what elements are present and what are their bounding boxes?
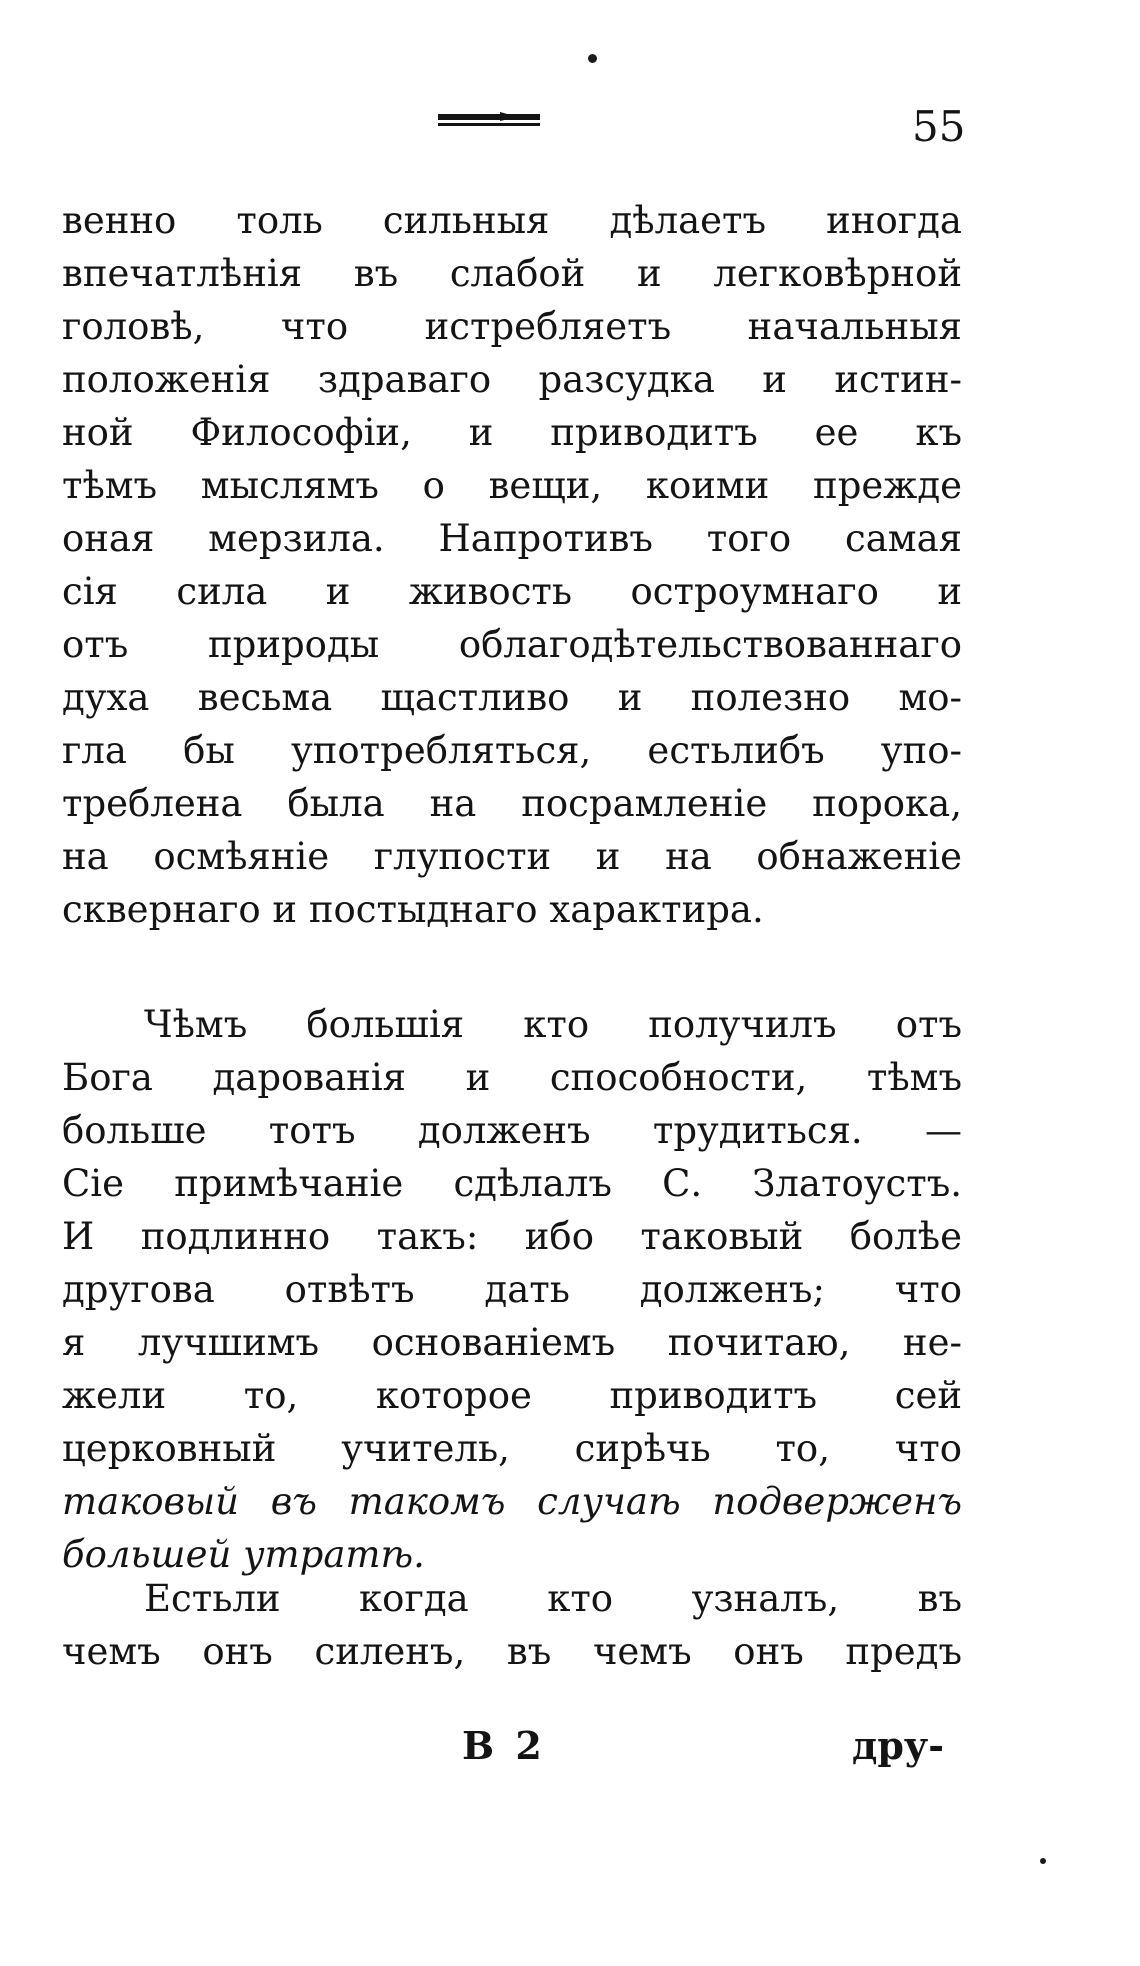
paragraph-3 [62,1572,962,1678]
text-line: сія сила и живость остроумнаго и [62,570,962,613]
text-line: таковый въ такомъ случаѣ подверженъ [62,1480,962,1523]
text-line: головѣ, что истребляетъ начальныя [62,305,962,348]
text-line: другова отвѣтъ дать долженъ; что [62,1268,962,1311]
page-footer [0,1718,1140,1778]
text-line: гла бы употребляться, естьлибъ упо- [62,729,962,772]
text-line: чемъ онъ силенъ, въ чемъ онъ предъ [62,1630,962,1673]
paragraph-2 [62,998,962,1581]
text-line: положенія здраваго разсудка и истин- [62,358,962,401]
text-line: оная мерзила. Напротивъ того самая [62,517,962,560]
text-line: И подлинно такъ: ибо таковый болѣе [62,1215,962,1258]
text-line: ной Философіи, и приводитъ ее къ [62,411,962,454]
header-ornamental-rule [438,112,540,128]
text-line: впечатлѣнія въ слабой и легковѣрной [62,252,962,295]
ink-speck [588,54,597,63]
text-line: сквернаго и постыднаго характира. [62,888,764,931]
text-line: на осмѣяніе глупости и на обнаженіе [62,835,962,878]
text-line: Сіе примѣчаніе сдѣлалъ С. Златоустъ. [62,1162,962,1205]
text-line: венно толь сильныя дѣлаетъ иногда [62,199,962,242]
text-line: большей утратѣ. [62,1533,425,1576]
text-line: церковный учитель, сирѣчь то, что [62,1427,962,1470]
text-line: тѣмъ мыслямъ о вещи, коими прежде [62,464,962,507]
text-line: Естьли когда кто узналъ, въ [144,1577,962,1620]
text-line: больше тотъ долженъ трудиться. — [62,1109,962,1152]
ink-speck [1040,1858,1046,1864]
page-number: 55 [912,102,966,151]
text-line: жели то, которое приводитъ сей [62,1374,962,1417]
catchword: дру- [852,1723,944,1768]
signature-mark: В 2 [462,1723,546,1768]
text-line: Бога дарованія и способности, тѣмъ [62,1056,962,1099]
paragraph-1 [62,194,962,936]
text-line: треблена была на посрамленіе порока, [62,782,962,825]
text-line: я лучшимъ основаніемъ почитаю, не- [62,1321,962,1364]
text-line: духа весьма щастливо и полезно мо- [62,676,962,719]
text-line: отъ природы облагодѣтельствованнаго [62,623,962,666]
text-line: Чѣмъ большія кто получилъ отъ [144,1003,962,1046]
